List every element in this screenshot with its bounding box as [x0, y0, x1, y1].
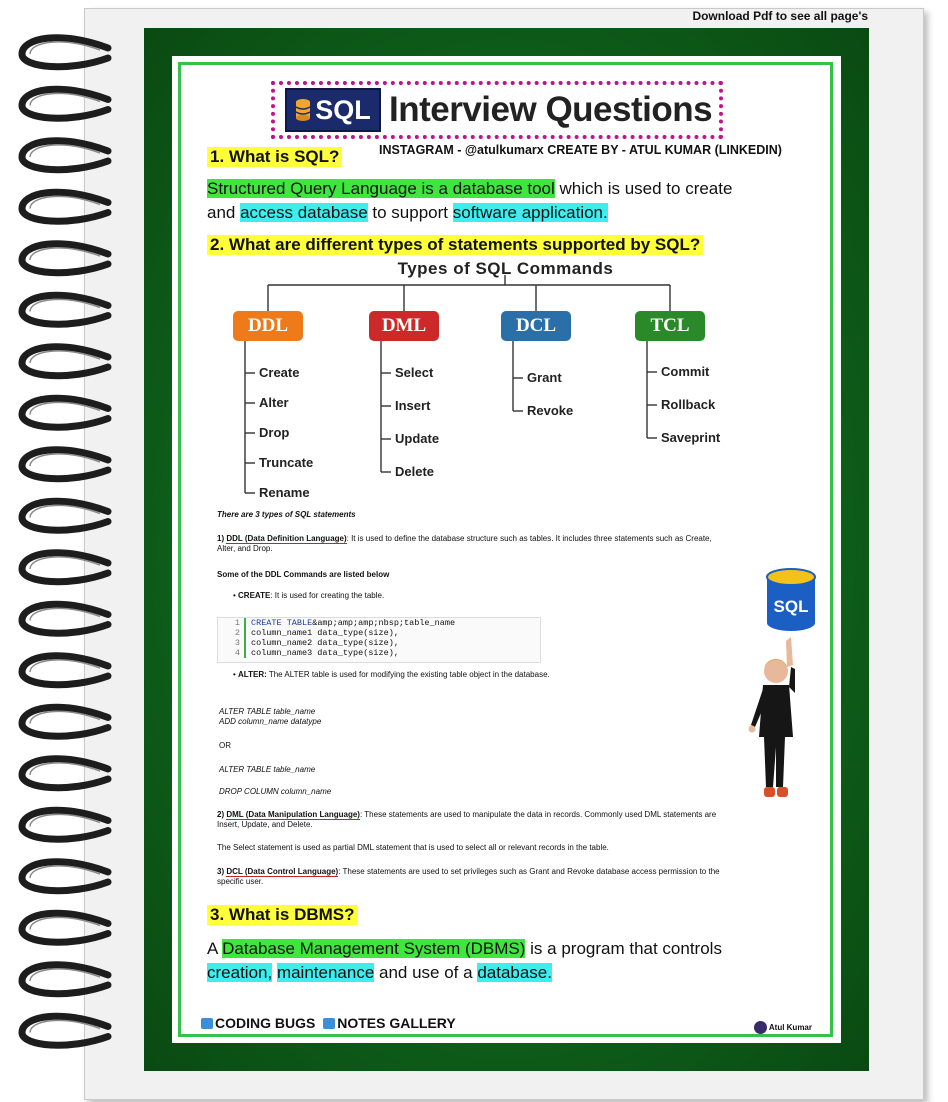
alter-term: ALTER: — [238, 670, 267, 679]
command-item-rename: Rename — [259, 485, 310, 500]
child-illustration — [743, 637, 813, 812]
answer-1-highlight: Structured Query Language is a database tool — [207, 179, 555, 198]
answer-1-highlight: access database — [240, 203, 368, 222]
command-item-create: Create — [259, 365, 300, 380]
download-note[interactable]: Download Pdf to see all page's — [692, 9, 868, 23]
footer-links — [201, 1015, 456, 1031]
alter-bullet — [233, 670, 550, 680]
command-item-saveprint: Saveprint — [661, 430, 721, 445]
answer-1-text: to support — [367, 203, 453, 222]
code-line-number: 4 — [218, 648, 246, 658]
page-content — [183, 67, 828, 1032]
code-text: column_name2 data_type(size), — [251, 638, 399, 648]
footer-link-label: NOTES GALLERY — [337, 1015, 456, 1031]
ddl-description — [217, 534, 817, 554]
telegram-icon — [201, 1018, 213, 1029]
command-item-rollback: Rollback — [661, 397, 716, 412]
code-line — [218, 638, 540, 648]
command-item-commit: Commit — [661, 364, 710, 379]
command-item-drop: Drop — [259, 425, 290, 440]
dml-text: Insert, Update, and Delete. — [217, 820, 313, 829]
command-box-dml: DML — [369, 311, 439, 341]
dcl-text: : These statements are used to set privileges such as Grant and Revoke database access permission to the — [338, 867, 720, 876]
answer-3-highlight: Database Management System (DBMS) — [222, 939, 526, 958]
ddl-list-title: Some of the DDL Commands are listed below — [217, 570, 390, 579]
or-text: OR — [219, 741, 231, 750]
alter-example-4: DROP COLUMN column_name — [219, 787, 332, 796]
sql-icon-label: SQL — [773, 597, 809, 616]
author-name: Atul Kumar — [768, 1023, 812, 1032]
page-title: Interview Questions — [389, 90, 713, 129]
statements-intro: There are 3 types of SQL statements — [217, 510, 356, 519]
command-item-truncate: Truncate — [259, 455, 314, 470]
bullet-dot: • — [233, 670, 239, 679]
alter-text: The ALTER table is used for modifying the existing table object in the database. — [266, 670, 550, 679]
alter-example-2: ADD column_name datatype — [219, 717, 322, 726]
ddl-term: DDL (Data Definition Language) — [226, 534, 347, 543]
command-item-grant: Grant — [527, 370, 562, 385]
ddl-text: : It is used to define the database structure such as tables. It includes three statements such as Create, — [346, 534, 712, 543]
answer-3 — [207, 937, 722, 985]
command-box-ddl: DDL — [233, 311, 303, 341]
diagram-title: Types of SQL Commands — [397, 259, 614, 278]
answer-3-highlight: database. — [477, 963, 552, 982]
sql-badge-label: SQL — [315, 94, 371, 125]
sql-database-icon — [761, 567, 821, 637]
author-signature — [754, 1021, 812, 1034]
code-keyword: CREATE TABLE — [251, 618, 313, 628]
alter-example-1: ALTER TABLE table_name — [219, 707, 316, 716]
dml-description — [217, 810, 817, 830]
credit-line: INSTAGRAM - @atulkumarx CREATE BY - ATUL KUMAR (LINKEDIN) — [379, 143, 782, 157]
answer-1-text: which is used to create — [554, 179, 733, 198]
code-line — [218, 648, 540, 658]
footer-link-label: CODING BUGS — [215, 1015, 316, 1031]
code-text: column_name1 data_type(size), — [251, 628, 399, 638]
question-3-heading: 3. What is DBMS? — [207, 905, 358, 925]
command-box-tcl: TCL — [635, 311, 705, 341]
answer-1-text: and — [207, 203, 241, 222]
footer-link-notes-gallery[interactable] — [323, 1015, 456, 1031]
dcl-number: 3) — [217, 867, 227, 876]
alter-example-3: ALTER TABLE table_name — [219, 765, 316, 774]
answer-3-text: and use of a — [374, 963, 478, 982]
command-item-select: Select — [395, 365, 434, 380]
answer-3-text: is a program that controls — [525, 939, 722, 958]
create-bullet — [233, 591, 384, 601]
dml-text: : These statements are used to manipulate the data in records. Commonly used DML statements are — [359, 810, 717, 819]
create-text: : It is used for creating the table. — [270, 591, 385, 600]
code-text: column_name3 data_type(size), — [251, 648, 399, 658]
ddl-text: Alter, and Drop. — [217, 544, 273, 553]
command-item-delete: Delete — [395, 464, 435, 479]
code-line — [218, 628, 540, 638]
select-note: The Select statement is used as partial DML statement that is used to select all or relevant records in the table. — [217, 843, 609, 852]
code-line-number: 2 — [218, 628, 246, 638]
footer-link-coding-bugs[interactable] — [201, 1015, 315, 1031]
question-2-heading: 2. What are different types of statements supported by SQL? — [207, 235, 703, 255]
command-item-revoke: Revoke — [527, 403, 574, 418]
code-line-number: 3 — [218, 638, 246, 648]
ddl-number: 1) — [217, 534, 227, 543]
answer-3-text: A — [207, 939, 223, 958]
command-item-update: Update — [395, 431, 440, 446]
dml-term: DML (Data Manipulation Language) — [226, 810, 360, 819]
answer-3-highlight: maintenance — [276, 963, 375, 982]
question-1-heading: 1. What is SQL? — [207, 147, 342, 167]
spiral-binding — [0, 30, 118, 1080]
code-line — [218, 618, 540, 628]
code-text: CREATE TABLE&amp;amp;amp;nbsp;table_name — [251, 618, 456, 628]
answer-1-highlight: software application. — [452, 203, 608, 222]
code-block — [217, 617, 541, 663]
diagram-connectors — [183, 67, 828, 507]
dcl-term: DCL (Data Control Language) — [226, 867, 339, 876]
code-line-number: 1 — [218, 618, 246, 628]
bullet-dot: • — [233, 591, 239, 600]
author-avatar-icon — [754, 1021, 767, 1034]
dml-number: 2) — [217, 810, 227, 819]
create-term: CREATE — [238, 591, 271, 600]
dcl-description — [217, 867, 817, 887]
telegram-icon — [323, 1018, 335, 1029]
command-box-dcl: DCL — [501, 311, 571, 341]
answer-3-highlight: creation, — [207, 963, 273, 982]
command-item-alter: Alter — [259, 395, 289, 410]
dcl-text: specific user. — [217, 877, 264, 886]
command-item-insert: Insert — [395, 398, 431, 413]
